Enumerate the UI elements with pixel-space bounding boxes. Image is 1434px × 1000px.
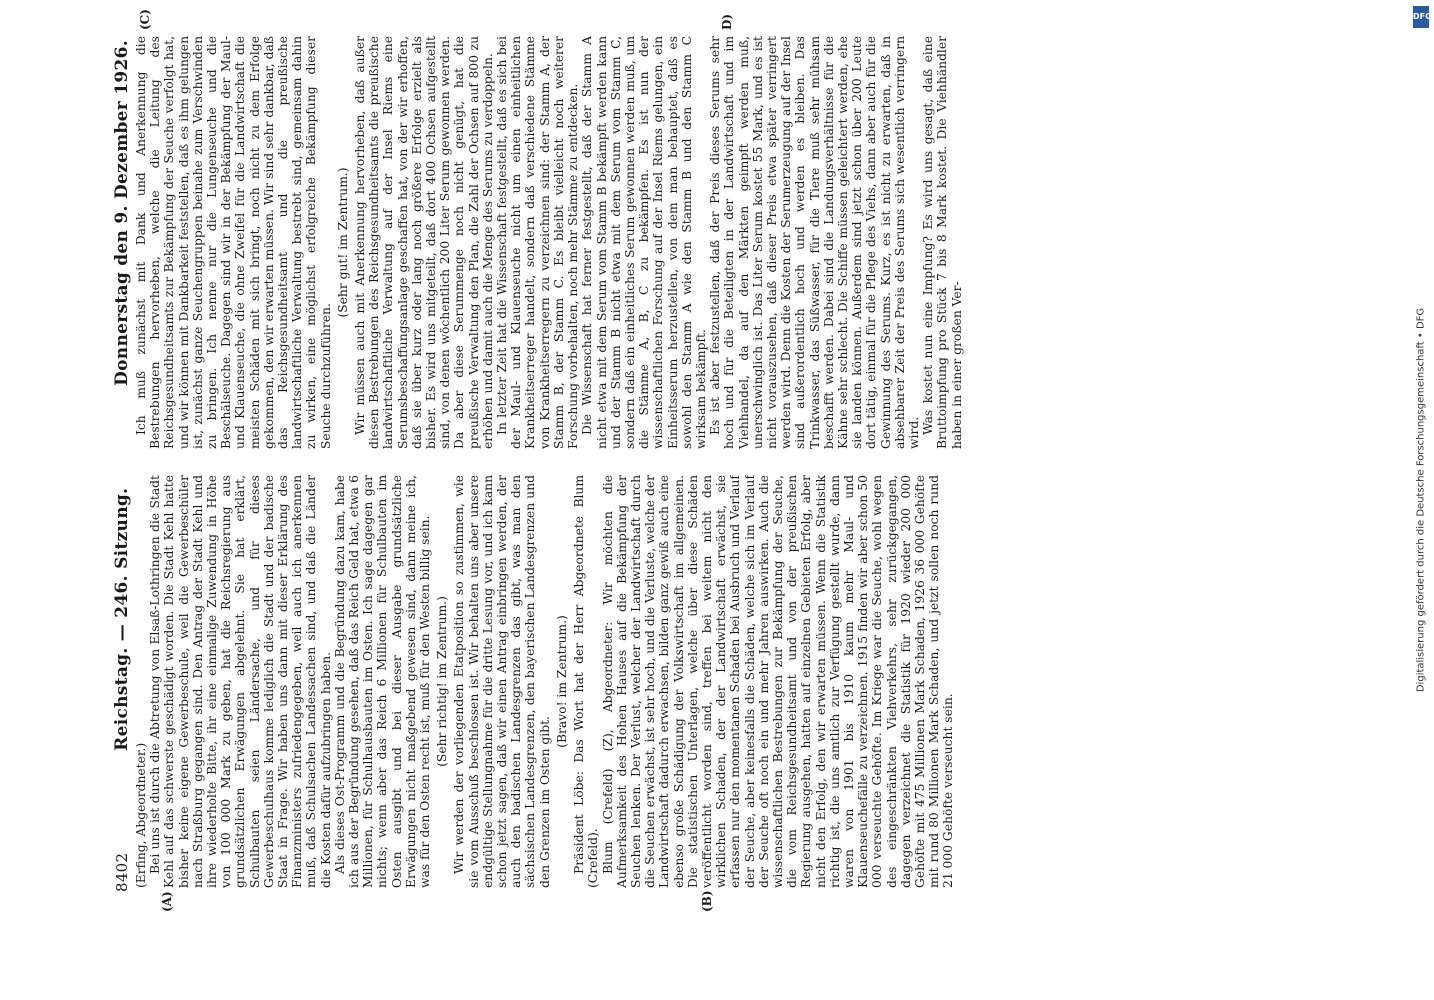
paragraph: Wir müssen auch mit Anerkennung hervorheben, daß außer diesen Bestrebungen des Reichsgesundheitsamts die preußische landwirtschaftliche Verwaltung auf der Insel Riems eine Serumsbeschaffungsanlage geschaffen hat, von der wir erhoffen, daß sie über kurz oder lang noch größere Erfolge erzielt als bisher. Es wird uns mitgeteilt, daß dort 400 Ochsen aufgestellt sind, von denen wöchentlich 200 Liter Serum gewonnen werden. Da aber diese Serummenge noch nicht genügt, hat die preußische Verwaltung den Plan, die Zahl der Ochsen auf 800 zu erhöhen und damit auch die Menge des Serums zu verdoppeln. [353,36,495,449]
paragraph: Die Wissenschaft hat ferner festgestellt, daß der Stamm A nicht etwa mit dem Serum vom Stamm B bekämpft werden kann und der Stamm B nicht etwa mit dem Serum vom Stamm C, sondern daß ein einheitliches Serum gewonnen werden muß, um die Stämme A, B, C zu bekämpfen. Es ist nun der wissenschaftlichen Forschung auf der Insel Riems gelungen, ein Einheitsserum herzustellen, von dem man behauptet, daß es sowohl den Stamm A wie den Stamm B und den Stamm C wirksam bekämpft. [580,36,708,449]
margin-label-b: (B) [700,890,714,912]
dfg-sidebar [1410,0,1432,1000]
paragraph: Blum (Crefeld) (Z), Abgeordneter: Wir möchten die Aufmerksamkeit des Hohen Hauses auf die Bekämpfung der Seuchen lenken. Der Verlust, welcher der Landwirtschaft durch die Seuchen erwächst, ist sehr hoch, und die Verluste, welche der Landwirtschaft dadurch erwachsen, bilden ganz gewiß auch eine ebenso große Schädigung der Volkswirtschaft im allgemeinen. Die statistischen Unterlagen, welche über diese Schäden veröffentlicht worden sind, treffen bei weitem nicht den wirklichen Schaden, der der Landwirtschaft erwächst, sie erfassen nur den momentanen Schaden bei Ausbruch und Verlauf der Seuche, aber keinesfalls die Schäden, welche sich im Verlauf der Seuche oft noch ein und mehr Jahren auswirken. Auch die wissenschaftlichen Bestrebungen zur Bekämpfung der Seuche, die vom Reichsgesundheitsamt und von der preußischen Regierung ausgehen, hatten auf einzelnen Gebieten Erfolg, aber nicht den Erfolg, den wir erwarten müssen. Wenn die Statistik richtig ist, die uns amtlich zur Verfügung gestellt wurde, dann waren von 1901 bis 1910 kaum mehr Maul- und Klauenseuchefälle zu verzeichnen. 1915 finden wir aber schon 50 000 verseuchte Gehöfte. Im Kriege war die Seuche, wohl wegen des eingeschränkten Viehverkehrs, sehr zurückgegangen, dagegen verzeichnet die Statistik für 1920 wieder 200 000 Gehöfte mit 475 Millionen Mark Schaden, 1926 36 000 Gehöfte mit rund 80 Millionen Mark Schaden, und jetzt sollen noch rund 21 000 Gehöfte verseucht sein. [600,475,956,888]
paragraph: Ich muß zunächst mit Dank und Anerkennung die Bestrebungen hervorheben, welche die Leitung des Reichsgesundheitsamts zur Bekämpfung der Seuche verfolgt hat, und wir können mit Dankbarkeit feststellen, daß es ihm gelungen ist, zunächst ganze Seuchengruppen beinahe zum Verschwinden zu bringen. Ich nenne nur die Lungenseuche und die Beschälseuche. Dagegen sind wir in der Bekämpfung der Maul- und Klauenseuche, die ohne Zweifel für die Landwirtschaft die meisten Schäden mit sich bringt, noch nicht zu dem Erfolge gekommen, den wir erwarten müssen. Wir sind sehr dankbar, daß das Reichsgesundheitsamt und die preußische landwirtschaftliche Verwaltung bestrebt sind, gemeinsam dahin zu wirken, eine möglichst erfolgreiche Bekämpfung dieser Seuche durchzuführen. [134,36,333,449]
dfg-credit-text: Digitalisierung gefördert durch die Deutsche Forschungsgemeinschaft • DFG [1415,307,1427,693]
paragraph: Bei uns ist durch die Abtretung von Elsaß-Lothringen die Stadt Kehl auf das schwerste geschädigt worden. Die Stadt Kehl hatte bisher keine eigene Gewerbeschule, weil die Gewerbeschüler nach Straßburg gegangen sind. Den Antrag der Stadt Kehl und ihre wiederholte Bitte, ihr eine einmalige Zuwendung in Höhe von 100 000 Mark zu geben, hat die Reichsregierung aus grundsätzlichen Erwägungen abgelehnt. Sie hat erklärt, Schulbauten seien Ländersache, und für dieses Gewerbeschulhaus komme lediglich die Stadt und der badische Staat in Frage. Wir haben uns dann mit dieser Erklärung des Finanzministers zufriedengegeben, weil auch ich anerkennen muß, daß Schulsachen Landessachen sind, und daß die Länder die Kosten dafür aufzubringen haben. [148,475,333,888]
paragraph: Was kostet nun eine Impfung? Es wird uns gesagt, daß eine Bruttoimpfung pro Stück 7 bis 8 Mark kostet. Die Viehhändler haben in einer großen Ver- [921,36,964,449]
paragraph: Als dieses Ost-Programm und die Begründung dazu kam, habe ich aus der Begründung gesehen, daß das Reich Geld hat, etwa 6 Millionen, für Schulhausbauten im Osten. Ich sage dagegen gar nichts; wenn aber das Reich 6 Millionen für Schulbauten im Osten ausgibt und bei dieser Ausgabe grundsätzliche Erwägungen nicht maßgebend gewesen sind, dann meine ich, was für den Osten recht ist, muß für den Westen billig sein. [332,475,433,888]
page-header [112,40,132,892]
margin-label-a: (A) [160,891,174,912]
paragraph: (Bravo! im Zentrum.) [554,615,569,748]
paragraph: (Sehr richtig! im Zentrum.) [435,596,450,767]
header-date: Donnerstag den 9. Dezember 1926. [112,40,132,386]
page-number: 8402 [113,852,131,892]
margin-label-d: D) [720,13,734,30]
paragraph: Es ist aber festzustellen, daß der Preis dieses Serums sehr hoch und für die Beteiligten in der Landwirtschaft und im Viehhandel, da auf den Märkten geimpft werden muß, unerschwinglich ist. Das Liter Serum kostet 55 Mark, und es ist nicht vorauszusehen, daß dieser Preis etwa später verringert werden wird. Denn die Kosten der Serumerzeugung auf der Insel sind außerordentlich hoch und werden es bleiben. Das Trinkwasser, das Süßwasser, für die Tiere muß sehr mühsam beschafft werden. Dabei sind die Landungsverhältnisse für die Kähne sehr schlecht. Die Schiffe müssen geleichtert werden, ehe sie landen können. Außerdem sind jetzt schon über 200 Leute dort tätig, einmal für die Pflege des Viehs, dann aber auch für die Gewinnung des Serums. Kurz, es ist nicht zu erwarten, daß in absehbarer Zeit der Preis des Serums sich wesentlich verringern wird. [708,36,921,449]
header-session: Reichstag. — 246. Sitzung. [112,487,132,751]
dfg-logo: DFG [1413,6,1429,28]
left-column [134,475,1150,888]
paragraph: Präsident Löbe: Das Wort hat der Herr Abgeordnete Blum (Crefeld). [572,475,601,888]
paragraph: In letzter Zeit hat die Wissenschaft festgestellt, daß es sich bei der Maul- und Klauenseuche nicht um einen einheitlichen Krankheitserreger handelt, sondern daß verschiedene Stämme von Krankheitserregern zu verzeichnen sind: der Stamm A, der Stamm B, der Stamm C. Es bleibt vielleicht noch weiterer Forschung vorbehalten, noch mehr Stämme zu entdecken. [495,36,581,449]
text-columns [134,36,1150,888]
paragraph: Wir werden der vorliegenden Etatposition so zustimmen, wie sie vom Ausschuß beschlossen ist. Wir behalten uns aber unsere endgültige Stellungnahme für die dritte Lesung vor, und ich kann schon jetzt sagen, daß wir einen Antrag einbringen werden, der auch den badischen Landesgrenzen das gibt, was man den sächsischen Landesgrenzen, den bayerischen Landesgrenzen und den Grenzen im Osten gibt. [452,475,552,888]
paragraph: (Erfing, Abgeordneter.) [134,742,148,888]
paragraph: (Sehr gut! im Zentrum.) [335,167,350,318]
margin-label-c: (C) [138,9,152,30]
right-column [134,36,1150,449]
